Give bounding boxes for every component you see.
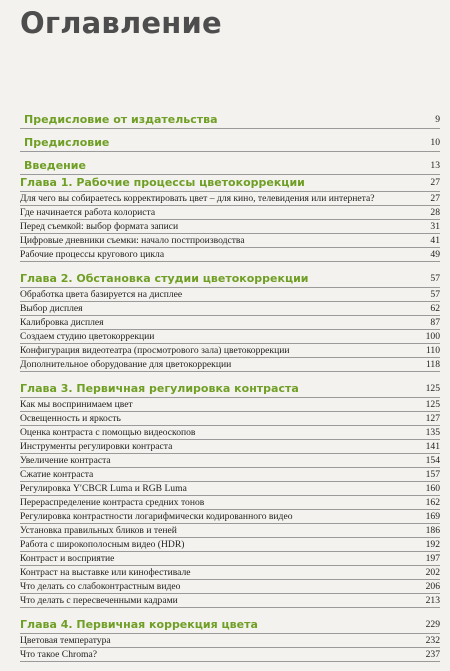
entry-page: 141	[425, 441, 440, 452]
entry-page: 118	[425, 359, 440, 370]
entry-page: 169	[425, 511, 440, 522]
entry-page: 202	[425, 567, 440, 578]
entry-page: 206	[425, 581, 440, 592]
entry-label: Контраст на выставке или кинофестивале	[20, 567, 191, 578]
entry-label: Цифровые дневники съемки: начало постпроизводства	[20, 235, 245, 246]
toc-entry[interactable]	[20, 567, 440, 580]
toc-front-entry[interactable]	[20, 112, 440, 129]
entry-page: 41	[430, 235, 440, 246]
entry-label: Для чего вы собираетесь корректировать цвет – для кино, телевидения или интернета?	[20, 193, 375, 204]
entry-page: 100	[425, 331, 440, 342]
entry-label: Рабочие процессы кругового цикла	[20, 249, 165, 260]
entry-label: Дополнительное оборудование для цветокоррекции	[20, 359, 232, 370]
toc-entry[interactable]	[20, 413, 440, 426]
entry-page: 31	[430, 221, 440, 232]
toc-entry[interactable]	[20, 511, 440, 524]
toc-entry[interactable]	[20, 317, 440, 330]
chapter-page: 57	[430, 273, 440, 284]
entry-page: 28	[430, 207, 440, 218]
toc-entry[interactable]	[20, 483, 440, 496]
entry-page: 213	[425, 595, 440, 606]
entry-label: Регулировка Y′CBCR Luma и RGB Luma	[20, 483, 187, 494]
entry-page: 27	[430, 193, 440, 204]
chapter-label: Глава 4. Первичная коррекция цвета	[20, 618, 258, 631]
chapter-label: Глава 3. Первичная регулировка контраста	[20, 382, 299, 395]
page-title: Оглавление	[20, 6, 222, 40]
entry-label: Сжатие контраста	[20, 469, 94, 480]
entry-page: 49	[430, 249, 440, 260]
toc-entry[interactable]	[20, 497, 440, 510]
toc-entry[interactable]	[20, 581, 440, 594]
entry-label: Выбор дисплея	[20, 303, 83, 314]
toc-entry[interactable]	[20, 289, 440, 302]
entry-label: Увеличение контраста	[20, 455, 111, 466]
toc-entry[interactable]	[20, 235, 440, 248]
entry-page: 160	[425, 483, 440, 494]
chapter-page: 229	[425, 619, 440, 630]
entry-page: 197	[425, 553, 440, 564]
entry-page: 127	[425, 413, 440, 424]
entry-label: Что такое Chroma?	[20, 649, 97, 660]
toc-entry[interactable]	[20, 207, 440, 220]
entry-page: 192	[425, 539, 440, 550]
entry-page: 186	[425, 525, 440, 536]
entry-label: Создаем студию цветокоррекции	[20, 331, 155, 342]
entry-page: 62	[430, 303, 440, 314]
toc-entry[interactable]	[20, 249, 440, 262]
entry-page: 232	[425, 635, 440, 646]
entry-label: Перераспределение контраста средних тонов	[20, 497, 205, 508]
chapter-label: Глава 2. Обстановка студии цветокоррекции	[20, 272, 309, 285]
entry-label: Введение	[24, 159, 86, 172]
toc-entry[interactable]	[20, 331, 440, 344]
entry-page: 154	[425, 455, 440, 466]
toc-entry[interactable]	[20, 359, 440, 372]
entry-label: Калибровка дисплея	[20, 317, 104, 328]
entry-label: Предисловие от издательства	[24, 113, 218, 126]
chapter-page: 27	[430, 177, 440, 188]
toc-entry[interactable]	[20, 649, 440, 662]
toc-entry[interactable]	[20, 469, 440, 482]
toc-chapter-3[interactable]	[20, 381, 440, 398]
toc-entry[interactable]	[20, 303, 440, 316]
entry-page: 87	[430, 317, 440, 328]
entry-label: Конфигурация видеотеатра (просмотрового зала) цветокоррекции	[20, 345, 290, 356]
entry-label: Что делать со слабоконтрастным видео	[20, 581, 181, 592]
toc-entry[interactable]	[20, 553, 440, 566]
toc-front-entry[interactable]	[20, 135, 440, 152]
toc-entry[interactable]	[20, 525, 440, 538]
entry-label: Инструменты регулировки контраста	[20, 441, 173, 452]
entry-label: Работа с широкополосным видео (HDR)	[20, 539, 185, 550]
entry-label: Как мы воспринимаем цвет	[20, 399, 133, 410]
entry-page: 110	[425, 345, 440, 356]
toc-chapter-2[interactable]	[20, 271, 440, 288]
entry-label: Установка правильных бликов и теней	[20, 525, 177, 536]
entry-page: 57	[430, 289, 440, 300]
entry-label: Обработка цвета базируется на дисплее	[20, 289, 183, 300]
entry-page: 135	[425, 427, 440, 438]
entry-label: Контраст и восприятие	[20, 553, 115, 564]
toc-entry[interactable]	[20, 595, 440, 608]
toc-entry[interactable]	[20, 399, 440, 412]
toc-chapter-4[interactable]	[20, 617, 440, 634]
toc-entry[interactable]	[20, 455, 440, 468]
chapter-label: Глава 1. Рабочие процессы цветокоррекции	[20, 176, 305, 189]
toc-entry[interactable]	[20, 539, 440, 552]
table-of-contents	[20, 112, 440, 662]
entry-label: Перед съемкой: выбор формата записи	[20, 221, 179, 232]
toc-front-entry[interactable]	[20, 158, 440, 175]
entry-page: 125	[425, 399, 440, 410]
toc-entry[interactable]	[20, 345, 440, 358]
entry-page: 237	[425, 649, 440, 660]
entry-page: 10	[430, 137, 440, 148]
entry-page: 9	[435, 114, 440, 125]
entry-page: 157	[425, 469, 440, 480]
entry-label: Освещенность и яркость	[20, 413, 121, 424]
entry-page: 13	[430, 160, 440, 171]
entry-page: 162	[425, 497, 440, 508]
entry-label: Оценка контраста с помощью видеоскопов	[20, 427, 196, 438]
toc-entry[interactable]	[20, 441, 440, 454]
toc-entry[interactable]	[20, 221, 440, 234]
entry-label: Регулировка контрастности логарифмически кодированного видео	[20, 511, 293, 522]
toc-entry[interactable]	[20, 427, 440, 440]
toc-entry[interactable]	[20, 193, 440, 206]
entry-label: Где начинается работа колориста	[20, 207, 156, 218]
entry-label: Что делать с пересвеченными кадрами	[20, 595, 178, 606]
entry-label: Цветовая температура	[20, 635, 111, 646]
entry-label: Предисловие	[24, 136, 110, 149]
chapter-page: 125	[425, 383, 440, 394]
toc-entry[interactable]	[20, 635, 440, 648]
toc-chapter-1[interactable]	[20, 175, 440, 192]
